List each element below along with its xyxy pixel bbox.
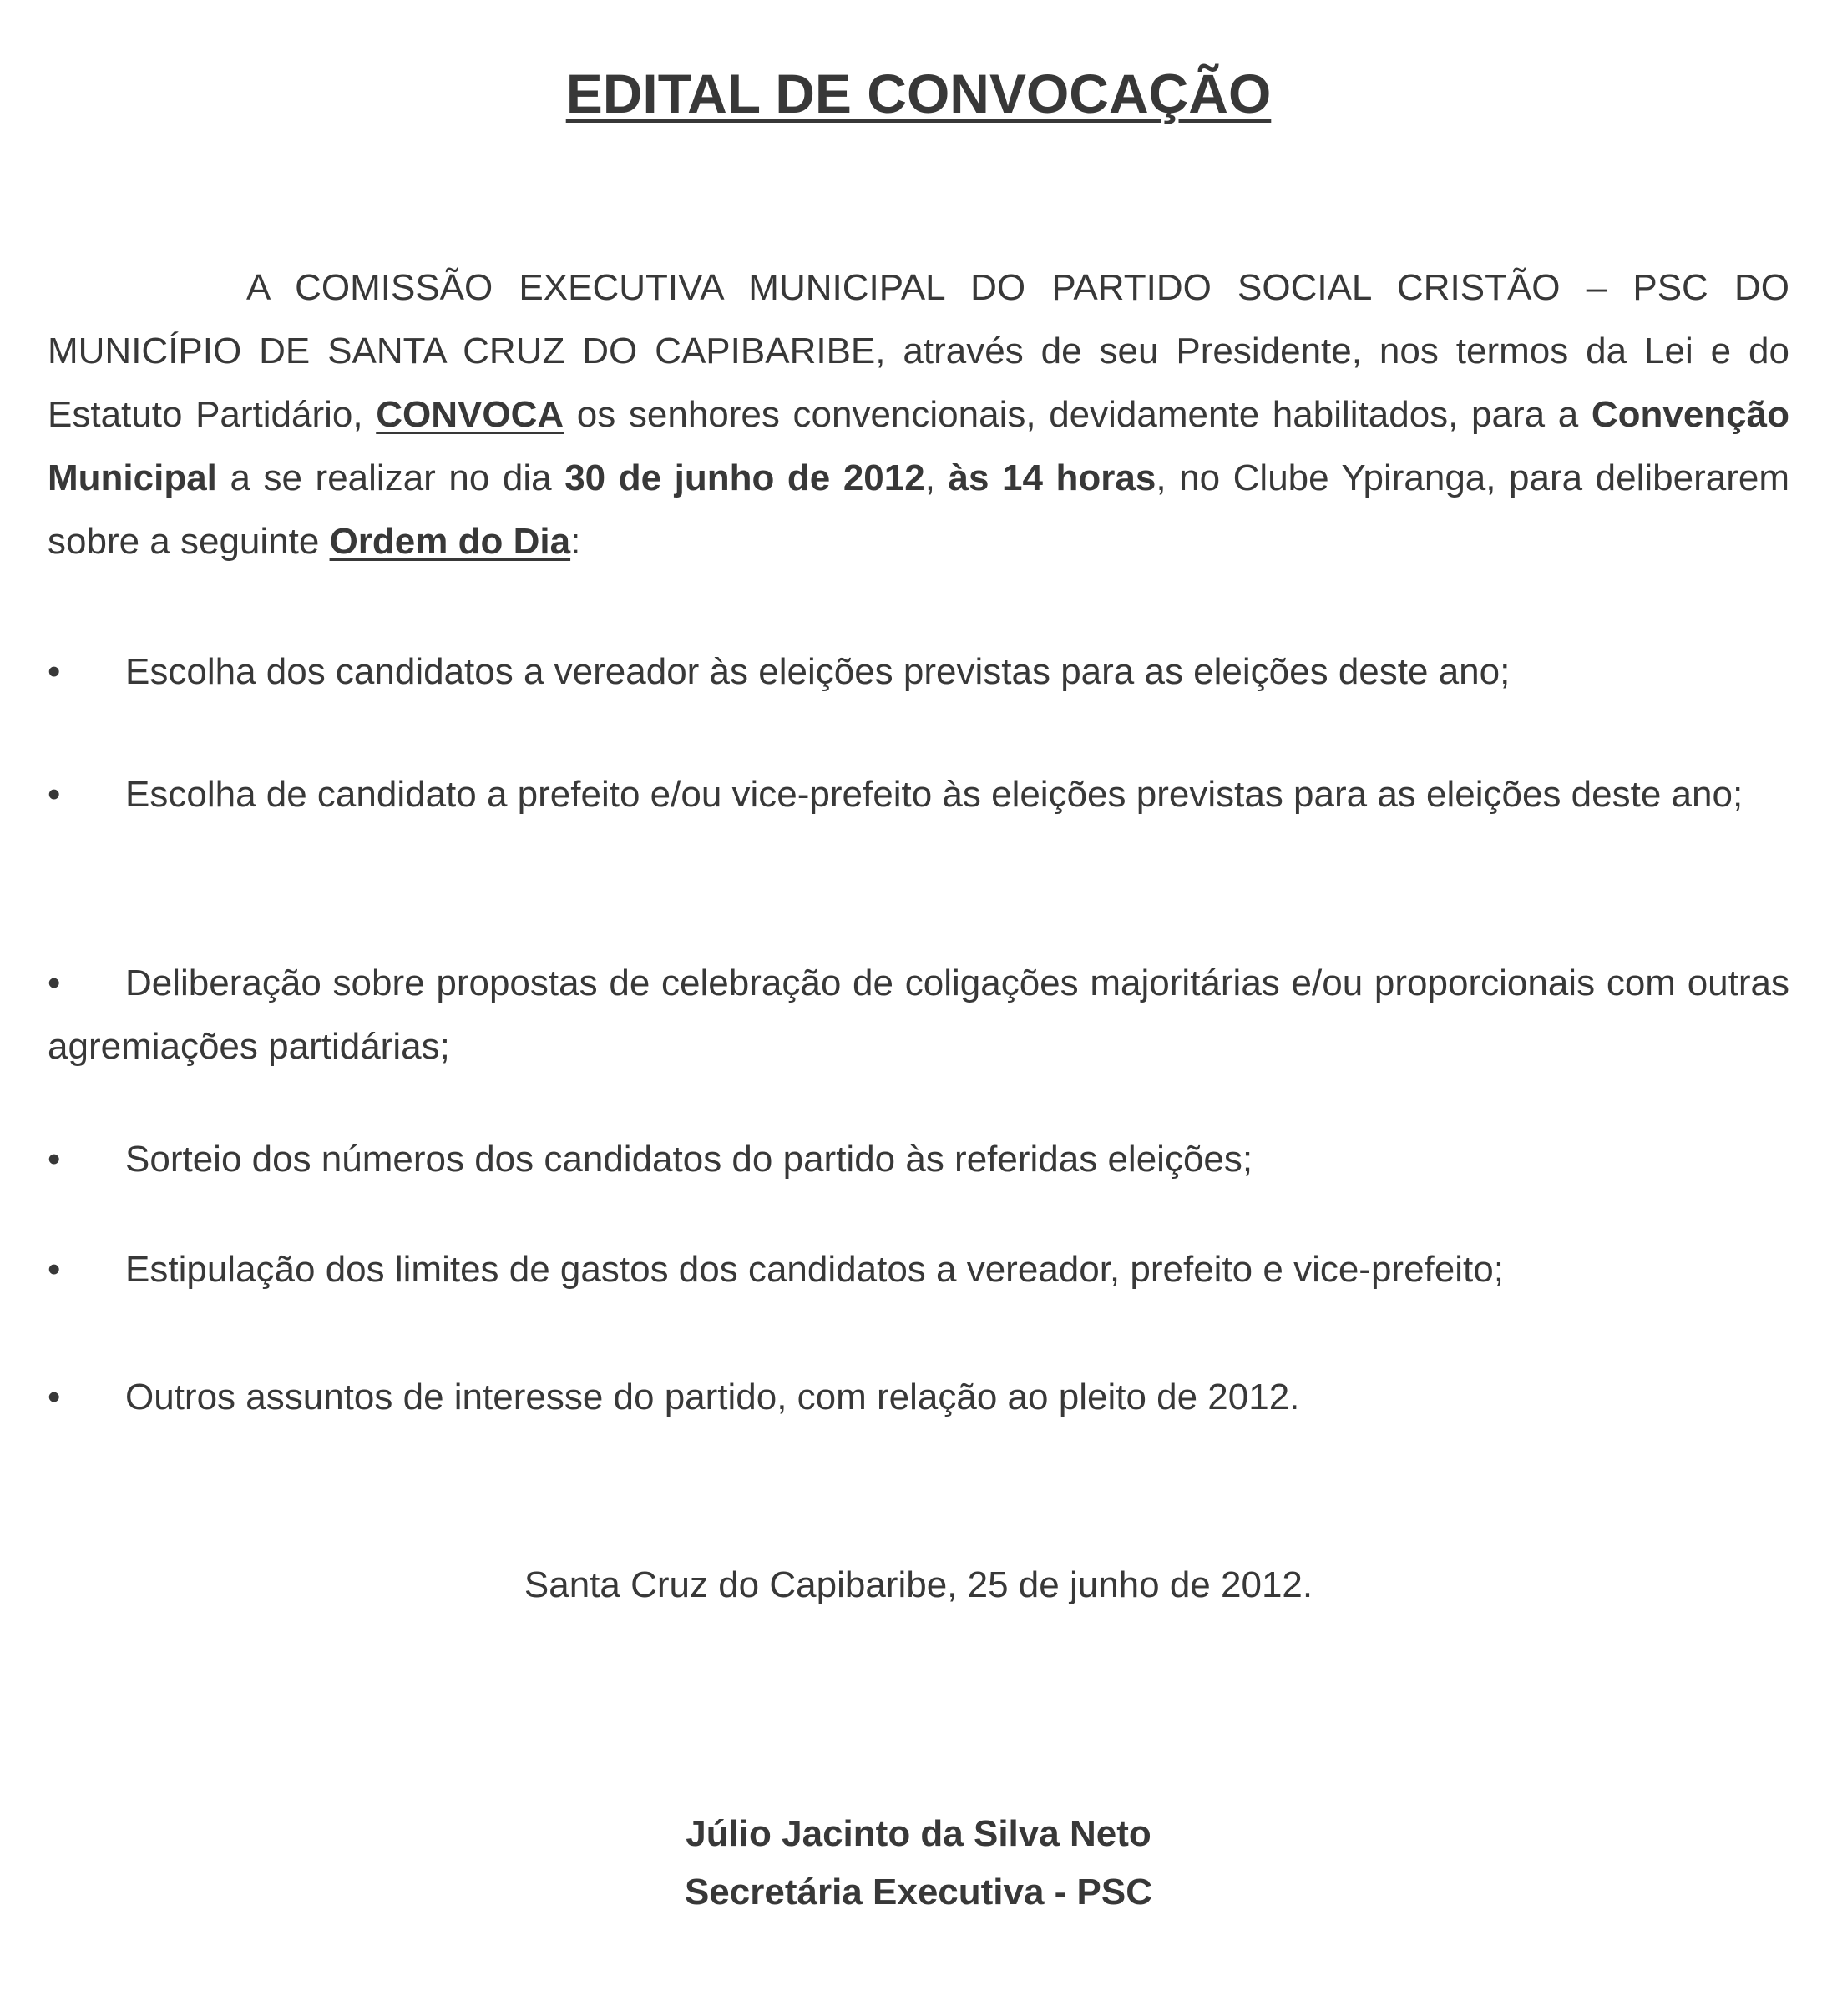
agenda-item [48,1238,1789,1301]
intro-text-1: A COMISSÃO EXECUTIVA MUNICIPAL DO PARTIDO SOCIAL CRISTÃO – PSC DO MUNICÍPIO DE SANTA CRUZ DO CAPIBARIBE, através de seu Presidente, nos termos da Lei e do Estatuto Partidário, [48,267,1789,435]
convoca-keyword: CONVOCA [376,394,564,435]
bullet-icon: • [48,774,61,815]
bullet-icon: • [48,1377,61,1417]
signature-block [48,1805,1789,1922]
agenda-item [48,1128,1789,1191]
agenda-item [48,1366,1789,1429]
intro-text-4: , [924,457,949,498]
intro-text-3: a se realizar no dia [216,457,565,498]
bullet-icon: • [48,651,61,692]
intro-text-5: , no Clube Ypiranga, para deliberarem sobre a seguinte [48,457,1790,562]
agenda-item [48,952,1789,1079]
bullet-icon: • [48,963,61,1003]
bullet-icon: • [48,1139,61,1180]
convention-time: às 14 horas [948,457,1156,498]
bullet-icon: • [48,1249,61,1290]
agenda-item-text: Estipulação dos limites de gastos dos candidatos a vereador, prefeito e vice-prefeito; [125,1249,1504,1290]
convention-name: Convenção Municipal [48,394,1789,498]
place-date: Santa Cruz do Capibaribe, 25 de junho de 2012. [524,1564,1313,1605]
intro-paragraph [48,256,1789,573]
convention-date: 30 de junho de 2012 [564,457,925,498]
agenda-item-text: Escolha de candidato a prefeito e/ou vice-prefeito às eleições previstas para as eleições deste ano; [125,774,1743,815]
signatory-name: Júlio Jacinto da Silva Neto [686,1813,1151,1854]
intro-text-2: os senhores convencionais, devidamente habilitados, para a [564,394,1592,435]
signatory-role: Secretária Executiva - PSC [684,1872,1153,1912]
agenda-item [48,763,1789,826]
document-page [48,0,1789,2016]
agenda-item-text: Escolha dos candidatos a vereador às eleições previstas para as eleições deste ano; [125,651,1511,692]
agenda-item-text: Sorteio dos números dos candidatos do partido às referidas eleições; [125,1139,1253,1180]
intro-text-6: : [570,521,581,562]
agenda-item [48,640,1789,704]
document-title: EDITAL DE CONVOCAÇÃO [565,63,1272,124]
agenda-item-text: Deliberação sobre propostas de celebração de coligações majoritárias e/ou proporcionais com outras agremiações partidárias; [48,963,1789,1067]
agenda-item-text: Outros assuntos de interesse do partido, com relação ao pleito de 2012. [125,1377,1300,1417]
agenda-heading: Ordem do Dia [329,521,571,562]
